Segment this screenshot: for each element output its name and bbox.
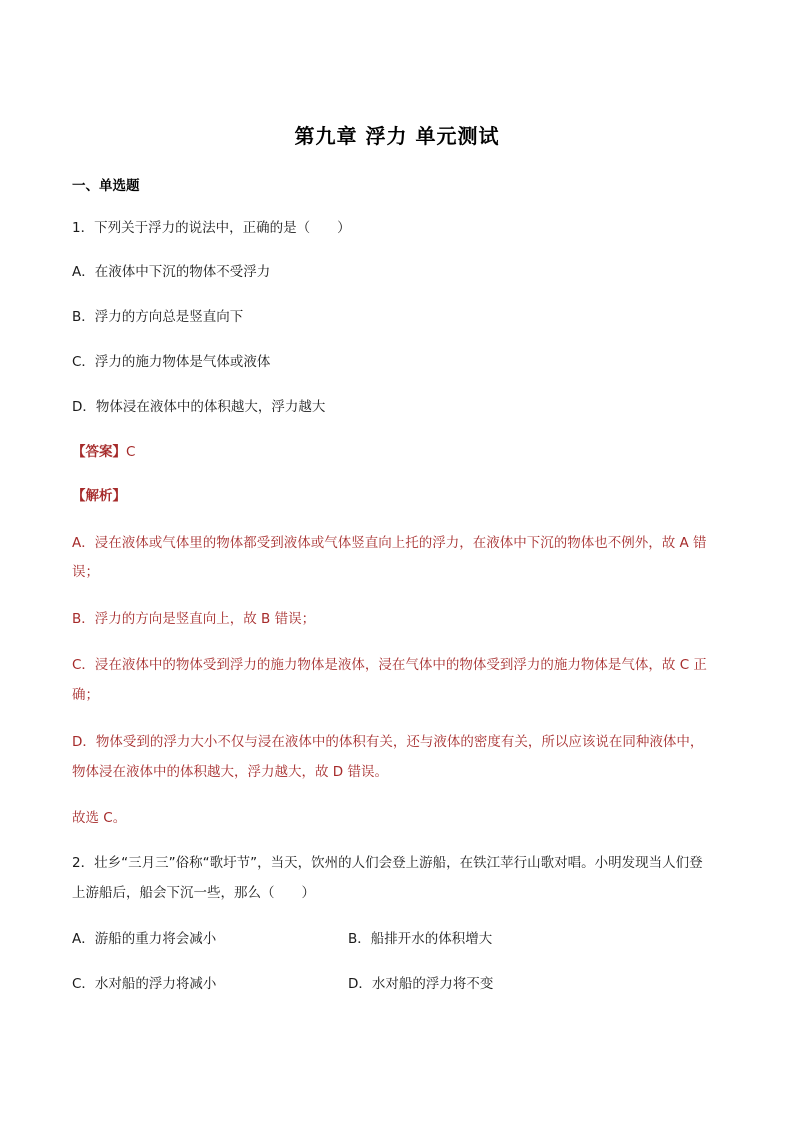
analysis-label: 【解析】 xyxy=(72,488,126,504)
question-2-stem: 2．壮乡“三月三”俗称“歌圩节”，当天，饮州的人们会登上游船，在铁江苹行山歌对唱。小明发现当人们登 xyxy=(72,855,703,871)
question-2-option-c: C．水对船的浮力将减小 xyxy=(72,976,217,992)
question-1-option-d: D．物体浸在液体中的体积越大，浮力越大 xyxy=(72,399,326,415)
analysis-line: C．浸在液体中的物体受到浮力的施力物体是液体，浸在气体中的物体受到浮力的施力物体是气体，故 C 正 xyxy=(72,657,707,673)
answer-label: 【答案】 xyxy=(72,444,126,460)
question-1-stem: 1．下列关于浮力的说法中，正确的是（ ） xyxy=(72,220,351,236)
analysis-line: 误； xyxy=(72,564,99,580)
section-heading: 一、单选题 xyxy=(72,178,140,194)
answer-row xyxy=(72,442,135,462)
question-2-stem: 上游船后，船会下沉一些，那么（ ） xyxy=(72,885,315,901)
question-2-option-a: A．游船的重力将会减小 xyxy=(72,931,217,947)
question-1-option-a: A．在液体中下沉的物体不受浮力 xyxy=(72,264,271,280)
analysis-conclusion: 故选 C。 xyxy=(72,810,127,826)
analysis-line: 确； xyxy=(72,687,99,703)
answer-value: C xyxy=(126,444,136,460)
analysis-line: A．浸在液体或气体里的物体都受到液体或气体竖直向上托的浮力，在液体中下沉的物体也不例外，故 A 错 xyxy=(72,535,707,551)
analysis-line: 物体浸在液体中的体积越大，浮力越大，故 D 错误。 xyxy=(72,764,388,780)
question-1-option-c: C．浮力的施力物体是气体或液体 xyxy=(72,354,271,370)
analysis-line: B．浮力的方向是竖直向上，故 B 错误； xyxy=(72,611,316,627)
analysis-line: D．物体受到的浮力大小不仅与浸在液体中的体积有关，还与液体的密度有关，所以应该说在同种液体中， xyxy=(72,734,704,750)
question-2-option-d: D．水对船的浮力将不变 xyxy=(348,976,494,992)
question-2-option-b: B．船排开水的体积增大 xyxy=(348,931,493,947)
page-title: 第九章 浮力 单元测试 xyxy=(294,124,500,148)
question-1-option-b: B．浮力的方向总是竖直向下 xyxy=(72,309,244,325)
